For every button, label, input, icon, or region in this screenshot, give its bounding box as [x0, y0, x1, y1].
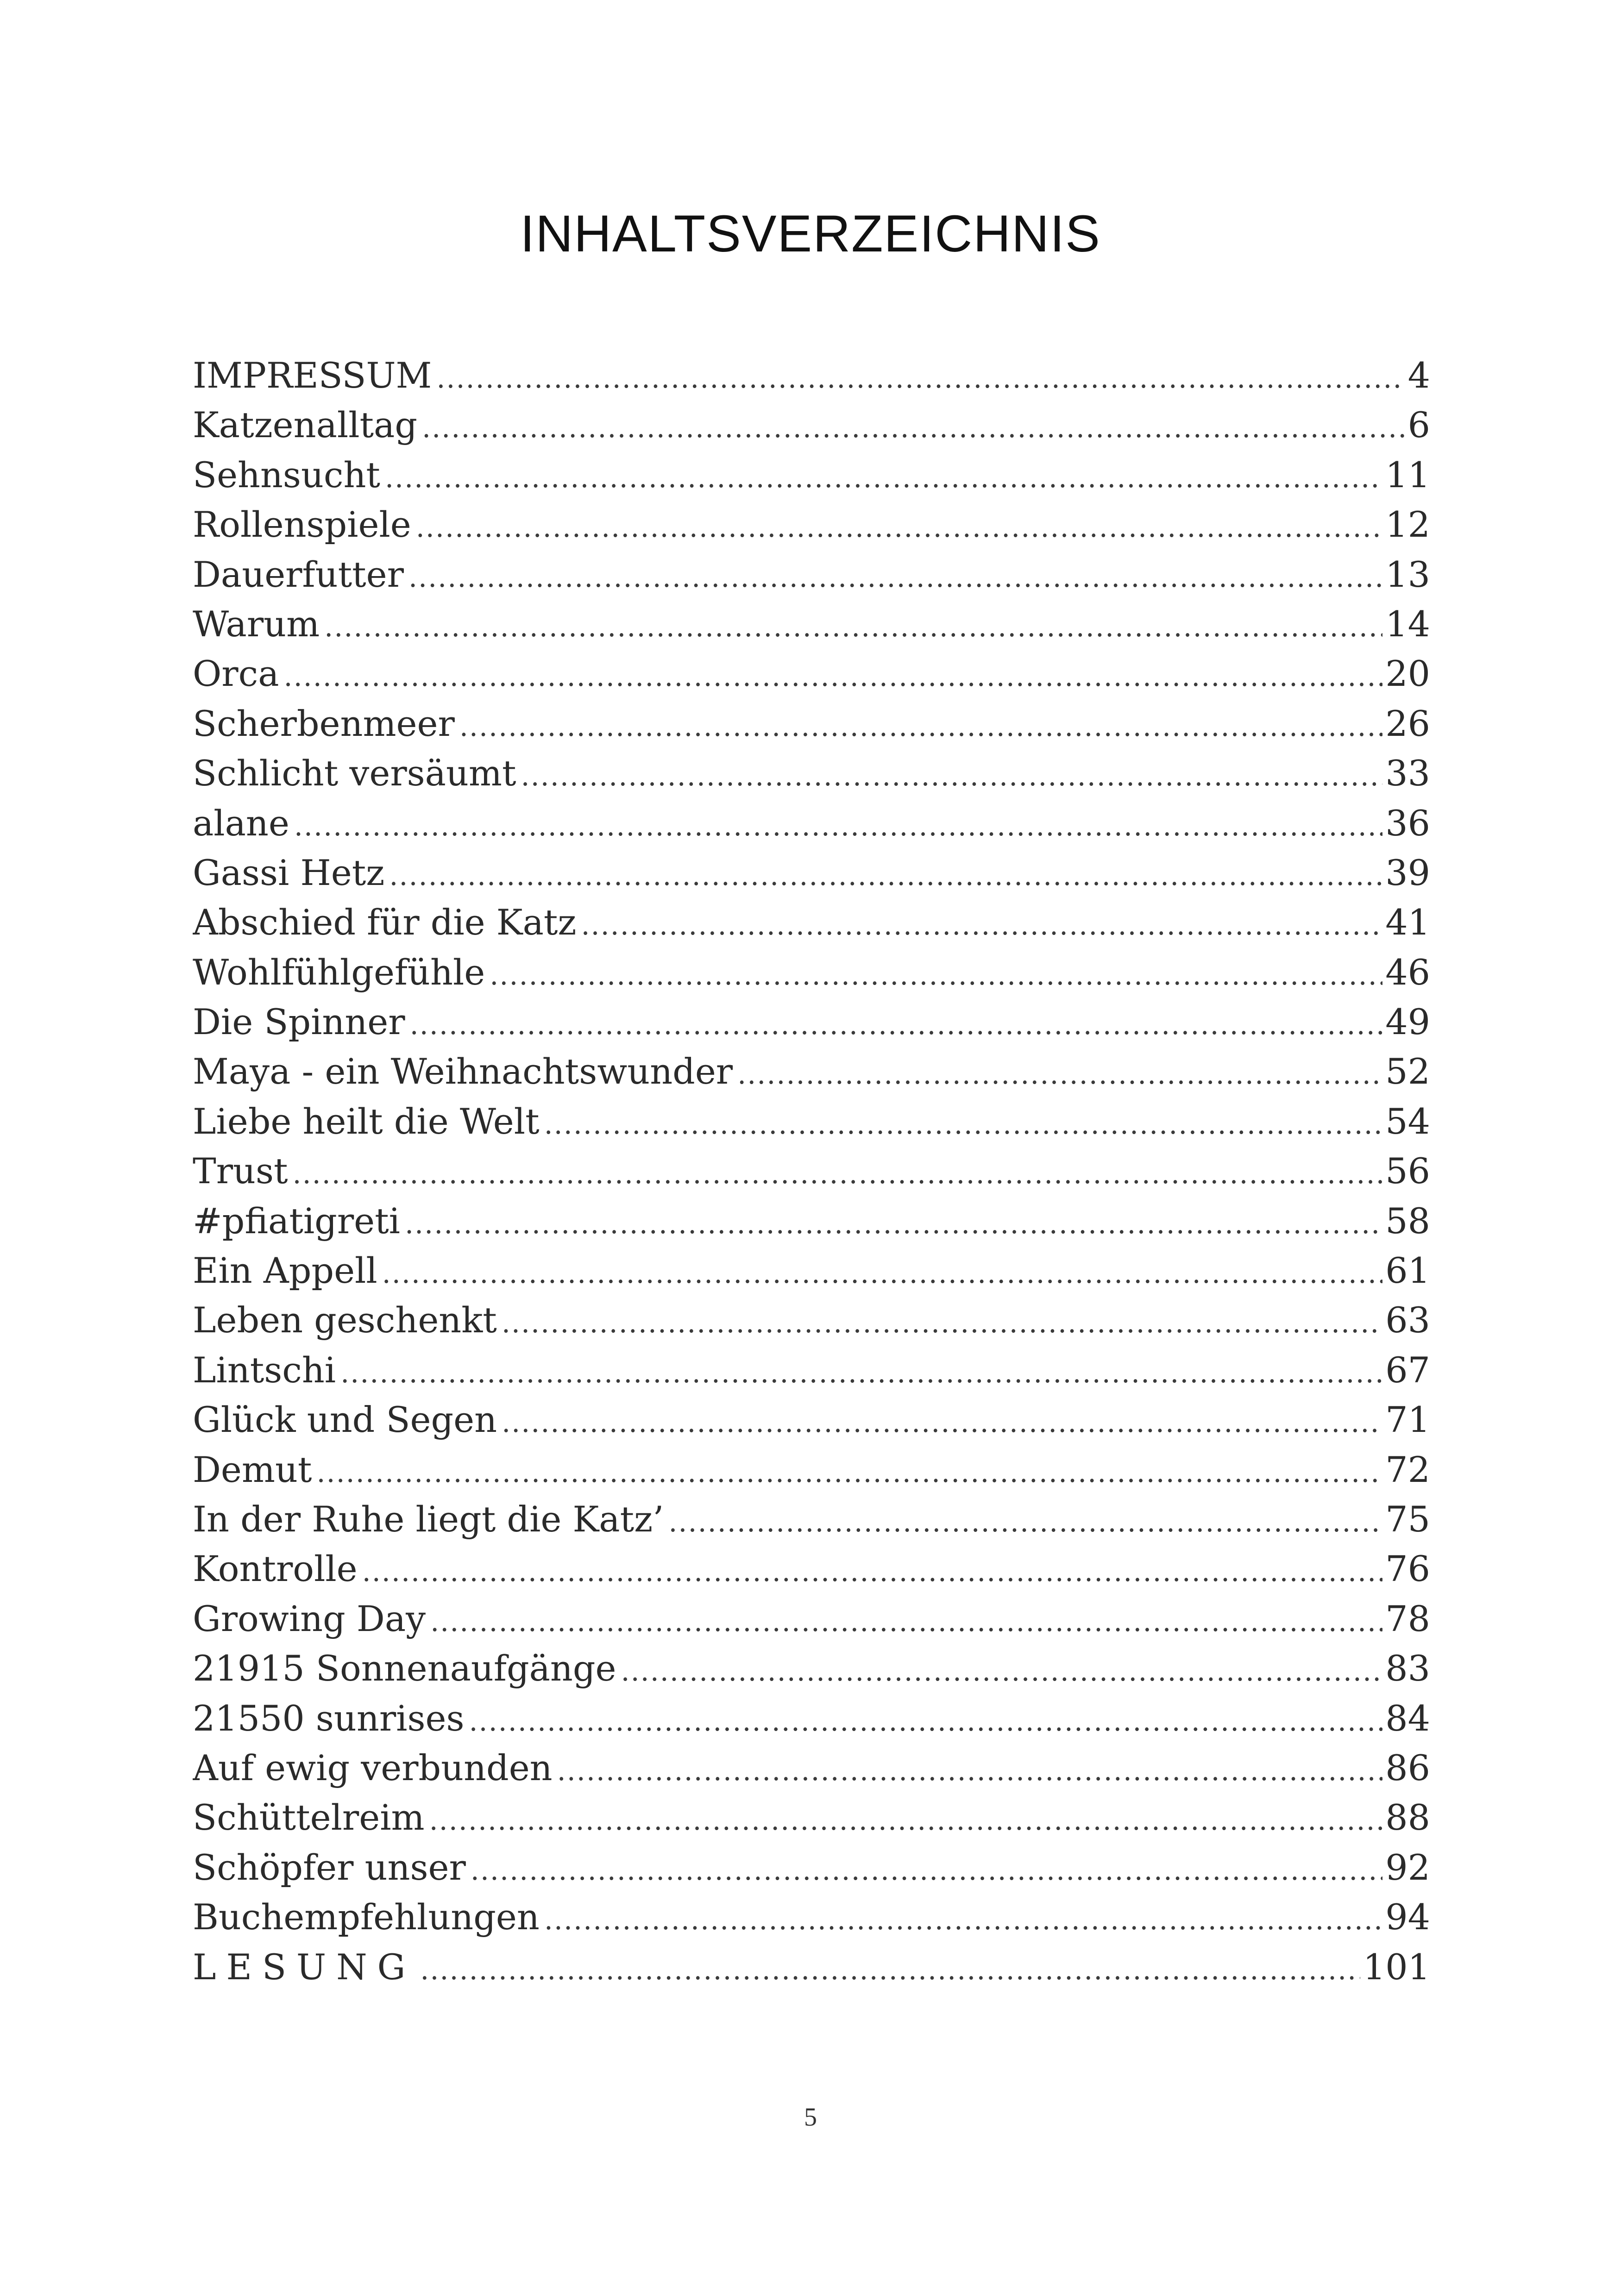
toc-entry-die-spinner[interactable] [193, 1001, 1430, 1051]
toc-leader-dots [521, 760, 1383, 792]
toc-leader-dots [316, 1456, 1382, 1489]
toc-entry-title: Rollenspiele [193, 504, 411, 546]
toc-entry-page: 26 [1385, 703, 1430, 744]
toc-entry-title: IMPRESSUM [193, 355, 432, 396]
toc-entry-page: 14 [1385, 603, 1430, 645]
toc-leader-dots [405, 1208, 1382, 1240]
toc-entry-title: Growing Day [193, 1598, 426, 1639]
toc-entry-wohlfuehlgefuehle[interactable] [193, 952, 1430, 1001]
toc-entry-alane[interactable] [193, 803, 1430, 852]
toc-entry-liebe-heilt-die-welt[interactable] [193, 1101, 1430, 1150]
toc-entry-schuettelreim[interactable] [193, 1797, 1430, 1846]
toc-leader-dots [284, 660, 1383, 693]
toc-entry-lesung[interactable] [193, 1946, 1430, 1996]
toc-leader-dots [544, 1108, 1383, 1141]
toc-entry-title: Die Spinner [193, 1001, 405, 1043]
toc-entry-page: 72 [1385, 1449, 1430, 1490]
toc-entry-title: Warum [193, 603, 320, 645]
toc-entry-page: 84 [1385, 1697, 1430, 1739]
toc-leader-dots [294, 810, 1382, 842]
toc-leader-dots [416, 511, 1383, 544]
page-number: 5 [804, 2103, 817, 2132]
toc-entry-katzenalltag[interactable] [193, 404, 1430, 454]
toc-entry-impressum[interactable] [193, 355, 1430, 404]
toc-entry-title: Wohlfühlgefühle [193, 951, 485, 993]
toc-entry-title: Katzenalltag [193, 404, 418, 446]
toc-leader-dots [340, 1357, 1382, 1389]
toc-entry-title: Buchempfehlungen [193, 1896, 540, 1938]
toc-leader-dots [490, 959, 1382, 991]
toc-entry-page: 67 [1385, 1349, 1430, 1391]
toc-entry-abschied-fuer-die-katz[interactable] [193, 902, 1430, 951]
toc-entry-glueck-und-segen[interactable] [193, 1399, 1430, 1449]
toc-entry-page: 11 [1385, 454, 1430, 496]
toc-entry-title: In der Ruhe liegt die Katz’ [193, 1498, 664, 1540]
toc-entry-trust[interactable] [193, 1150, 1430, 1200]
toc-entry-title: 21550 sunrises [193, 1697, 465, 1739]
toc-entry-demut[interactable] [193, 1449, 1430, 1499]
toc-leader-dots [581, 909, 1382, 941]
toc-entry-pfiatigreti[interactable] [193, 1200, 1430, 1250]
toc-entry-page: 63 [1385, 1299, 1430, 1341]
toc-leader-dots [389, 859, 1382, 892]
toc-entry-page: 94 [1385, 1896, 1430, 1938]
toc-entry-page: 33 [1385, 753, 1430, 794]
toc-entry-title: Maya - ein Weihnachtswunder [193, 1051, 733, 1092]
toc-leader-dots [429, 1804, 1383, 1837]
toc-leader-dots [362, 1556, 1383, 1588]
toc-entry-page: 49 [1385, 1001, 1430, 1043]
toc-leader-dots [408, 561, 1382, 594]
toc-entry-page: 54 [1385, 1100, 1430, 1142]
toc-entry-page: 6 [1407, 404, 1430, 446]
toc-entry-page: 13 [1385, 553, 1430, 595]
toc-entry-sonnenaufgaenge[interactable] [193, 1648, 1430, 1697]
toc-entry-page: 46 [1385, 951, 1430, 993]
toc-entry-gassi-hetz[interactable] [193, 852, 1430, 902]
toc-leader-dots [557, 1755, 1383, 1787]
toc-entry-schlicht-versaeumt[interactable] [193, 753, 1430, 802]
toc-entry-page: 86 [1385, 1747, 1430, 1788]
toc-entry-page: 92 [1385, 1846, 1430, 1888]
toc-entry-page: 41 [1385, 902, 1430, 943]
toc-entry-page: 58 [1385, 1200, 1430, 1242]
toc-entry-title: Auf ewig verbunden [193, 1747, 553, 1788]
toc-entry-growing-day[interactable] [193, 1598, 1430, 1648]
toc-entry-title: Trust [193, 1150, 288, 1192]
toc-entry-title: Liebe heilt die Welt [193, 1100, 540, 1142]
toc-leader-dots [422, 412, 1405, 444]
toc-entry-maya[interactable] [193, 1051, 1430, 1100]
page-title: INHALTSVERZEICHNIS [520, 205, 1101, 263]
toc-leader-dots [502, 1307, 1382, 1339]
toc-entry-orca[interactable] [193, 653, 1430, 703]
toc-entry-page: 12 [1385, 504, 1430, 546]
toc-leader-dots [471, 1854, 1383, 1887]
toc-entry-title: Kontrolle [193, 1548, 358, 1590]
toc-entry-title: Schöpfer unser [193, 1846, 466, 1888]
toc-entry-page: 101 [1363, 1946, 1430, 1988]
toc-leader-dots [385, 462, 1382, 494]
toc-entry-lintschi[interactable] [193, 1349, 1430, 1399]
toc-entry-title: Lintschi [193, 1349, 336, 1391]
toc-entry-buchempfehlungen[interactable] [193, 1896, 1430, 1946]
toc-entry-title: Schüttelreim [193, 1797, 425, 1838]
toc-entry-page: 52 [1385, 1051, 1430, 1092]
toc-leader-dots [293, 1158, 1383, 1190]
toc-entry-page: 71 [1385, 1399, 1430, 1441]
toc-entry-page: 4 [1407, 355, 1430, 396]
toc-entry-title: 21915 Sonnenaufgänge [193, 1648, 616, 1689]
toc-entry-dauerfutter[interactable] [193, 554, 1430, 603]
toc-leader-dots [469, 1705, 1382, 1738]
toc-entry-page: 88 [1385, 1797, 1430, 1838]
toc-entry-page: 56 [1385, 1150, 1430, 1192]
toc-entry-page: 20 [1385, 653, 1430, 695]
toc-entry-title: Glück und Segen [193, 1399, 497, 1441]
toc-entry-ein-appell[interactable] [193, 1250, 1430, 1299]
toc-leader-dots [544, 1904, 1382, 1936]
toc-entry-page: 39 [1385, 852, 1430, 893]
toc-entry-page: 78 [1385, 1598, 1430, 1639]
toc-entry-page: 61 [1385, 1250, 1430, 1292]
toc-leader-dots [668, 1506, 1382, 1538]
toc-entry-page: 76 [1385, 1548, 1430, 1590]
toc-leader-dots [502, 1406, 1382, 1439]
toc-entry-sehnsucht[interactable] [193, 454, 1430, 504]
toc-entry-title: Leben geschenkt [193, 1299, 497, 1341]
toc-entry-schoepfer-unser[interactable] [193, 1847, 1430, 1896]
toc-entry-in-der-ruhe[interactable] [193, 1499, 1430, 1548]
toc-entry-title: #pfiatigreti [193, 1200, 400, 1242]
toc-entry-title: Sehnsucht [193, 454, 380, 496]
toc-entry-leben-geschenkt[interactable] [193, 1299, 1430, 1349]
toc-entry-page: 75 [1385, 1498, 1430, 1540]
toc-entry-kontrolle[interactable] [193, 1548, 1430, 1598]
toc-entry-warum[interactable] [193, 603, 1430, 653]
toc-leader-dots [459, 710, 1382, 743]
toc-entry-title: LESUNG [193, 1946, 416, 1988]
toc-entry-scherbenmeer[interactable] [193, 703, 1430, 753]
toc-leader-dots [430, 1606, 1382, 1638]
toc-leader-dots [324, 611, 1382, 643]
toc-leader-dots [420, 1954, 1360, 1986]
toc-leader-dots [410, 1009, 1383, 1041]
toc-entry-page: 83 [1385, 1648, 1430, 1689]
toc-entry-title: Abschied für die Katz [193, 902, 577, 943]
toc-entry-title: Demut [193, 1449, 312, 1490]
toc-entry-auf-ewig-verbunden[interactable] [193, 1747, 1430, 1797]
toc-entry-title: Ein Appell [193, 1250, 377, 1292]
toc-entry-sunrises[interactable] [193, 1698, 1430, 1747]
toc-entry-title: Scherbenmeer [193, 703, 455, 744]
toc-leader-dots [621, 1655, 1383, 1687]
toc-entry-title: Schlicht versäumt [193, 753, 516, 794]
toc-leader-dots [382, 1257, 1383, 1290]
toc-leader-dots [737, 1058, 1382, 1091]
toc-entry-title: Dauerfutter [193, 553, 404, 595]
toc-entry-title: Gassi Hetz [193, 852, 385, 893]
toc-entry-page: 36 [1385, 802, 1430, 844]
table-of-contents [193, 355, 1430, 1996]
toc-entry-rollenspiele[interactable] [193, 504, 1430, 553]
toc-leader-dots [436, 362, 1405, 395]
toc-entry-title: alane [193, 802, 289, 844]
toc-entry-title: Orca [193, 653, 279, 695]
